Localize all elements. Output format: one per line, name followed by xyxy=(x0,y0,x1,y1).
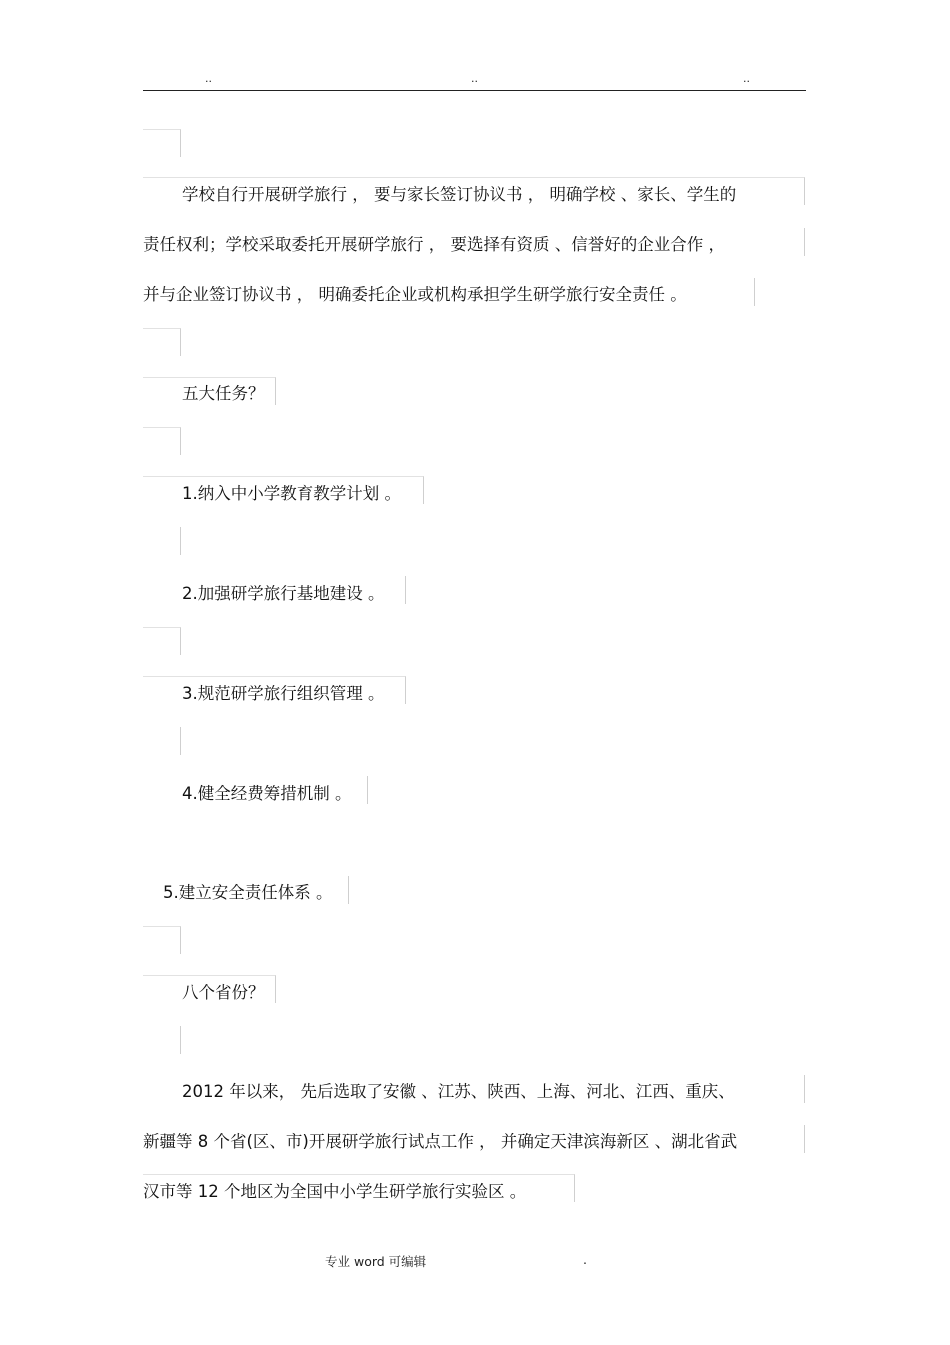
line-box-edge xyxy=(348,876,349,904)
header-mark-center: .. xyxy=(471,72,478,85)
empty-line-edge xyxy=(180,527,181,555)
footer-mark: . xyxy=(583,1252,587,1267)
line-box-edge xyxy=(754,278,755,306)
question-heading: 五大任务？ xyxy=(182,384,265,403)
footer-text: 专业 word 可编辑 xyxy=(325,1254,427,1269)
header-rule xyxy=(143,90,806,91)
paragraph-line: 新疆等 8 个省(区、市)开展研学旅行试点工作 ， 并确定天津滨海新区 、湖北省武 xyxy=(143,1132,738,1151)
line-box-edge xyxy=(804,1075,805,1103)
task-item: 3.规范研学旅行组织管理 。 xyxy=(182,684,385,703)
paragraph-line: 2012 年以来， 先后选取了安徽 、江苏、陕西、上海、河北、江西、重庆、 xyxy=(182,1082,735,1101)
empty-line-edge xyxy=(180,1026,181,1054)
empty-line-edge xyxy=(180,727,181,755)
empty-line-box xyxy=(143,328,181,356)
line-box-edge xyxy=(804,228,805,256)
header-mark-left: .. xyxy=(205,72,212,85)
empty-line-box xyxy=(143,627,181,655)
paragraph-line: 学校自行开展研学旅行 ， 要与家长签订协议书 ， 明确学校 、家长、学生的 xyxy=(182,185,737,204)
paragraph-line: 责任权利；学校采取委托开展研学旅行 ， 要选择有资质 、信誉好的企业合作 ， xyxy=(143,235,725,254)
task-item: 2.加强研学旅行基地建设 。 xyxy=(182,584,385,603)
empty-line-box xyxy=(143,427,181,455)
paragraph-line: 并与企业签订协议书 ， 明确委托企业或机构承担学生研学旅行安全责任 。 xyxy=(143,285,687,304)
line-box-edge xyxy=(367,776,368,804)
paragraph-line: 汉市等 12 个地区为全国中小学生研学旅行实验区 。 xyxy=(143,1182,527,1201)
line-box-edge xyxy=(804,1125,805,1153)
line-box-edge xyxy=(405,576,406,604)
question-heading: 八个省份？ xyxy=(182,983,265,1002)
empty-line-box xyxy=(143,129,181,157)
header-mark-right: .. xyxy=(743,72,750,85)
task-item: 4.健全经费筹措机制 。 xyxy=(182,784,352,803)
empty-line-box xyxy=(143,926,181,954)
task-item: 5.建立安全责任体系 。 xyxy=(163,883,333,902)
task-item: 1.纳入中小学教育教学计划 。 xyxy=(182,484,401,503)
